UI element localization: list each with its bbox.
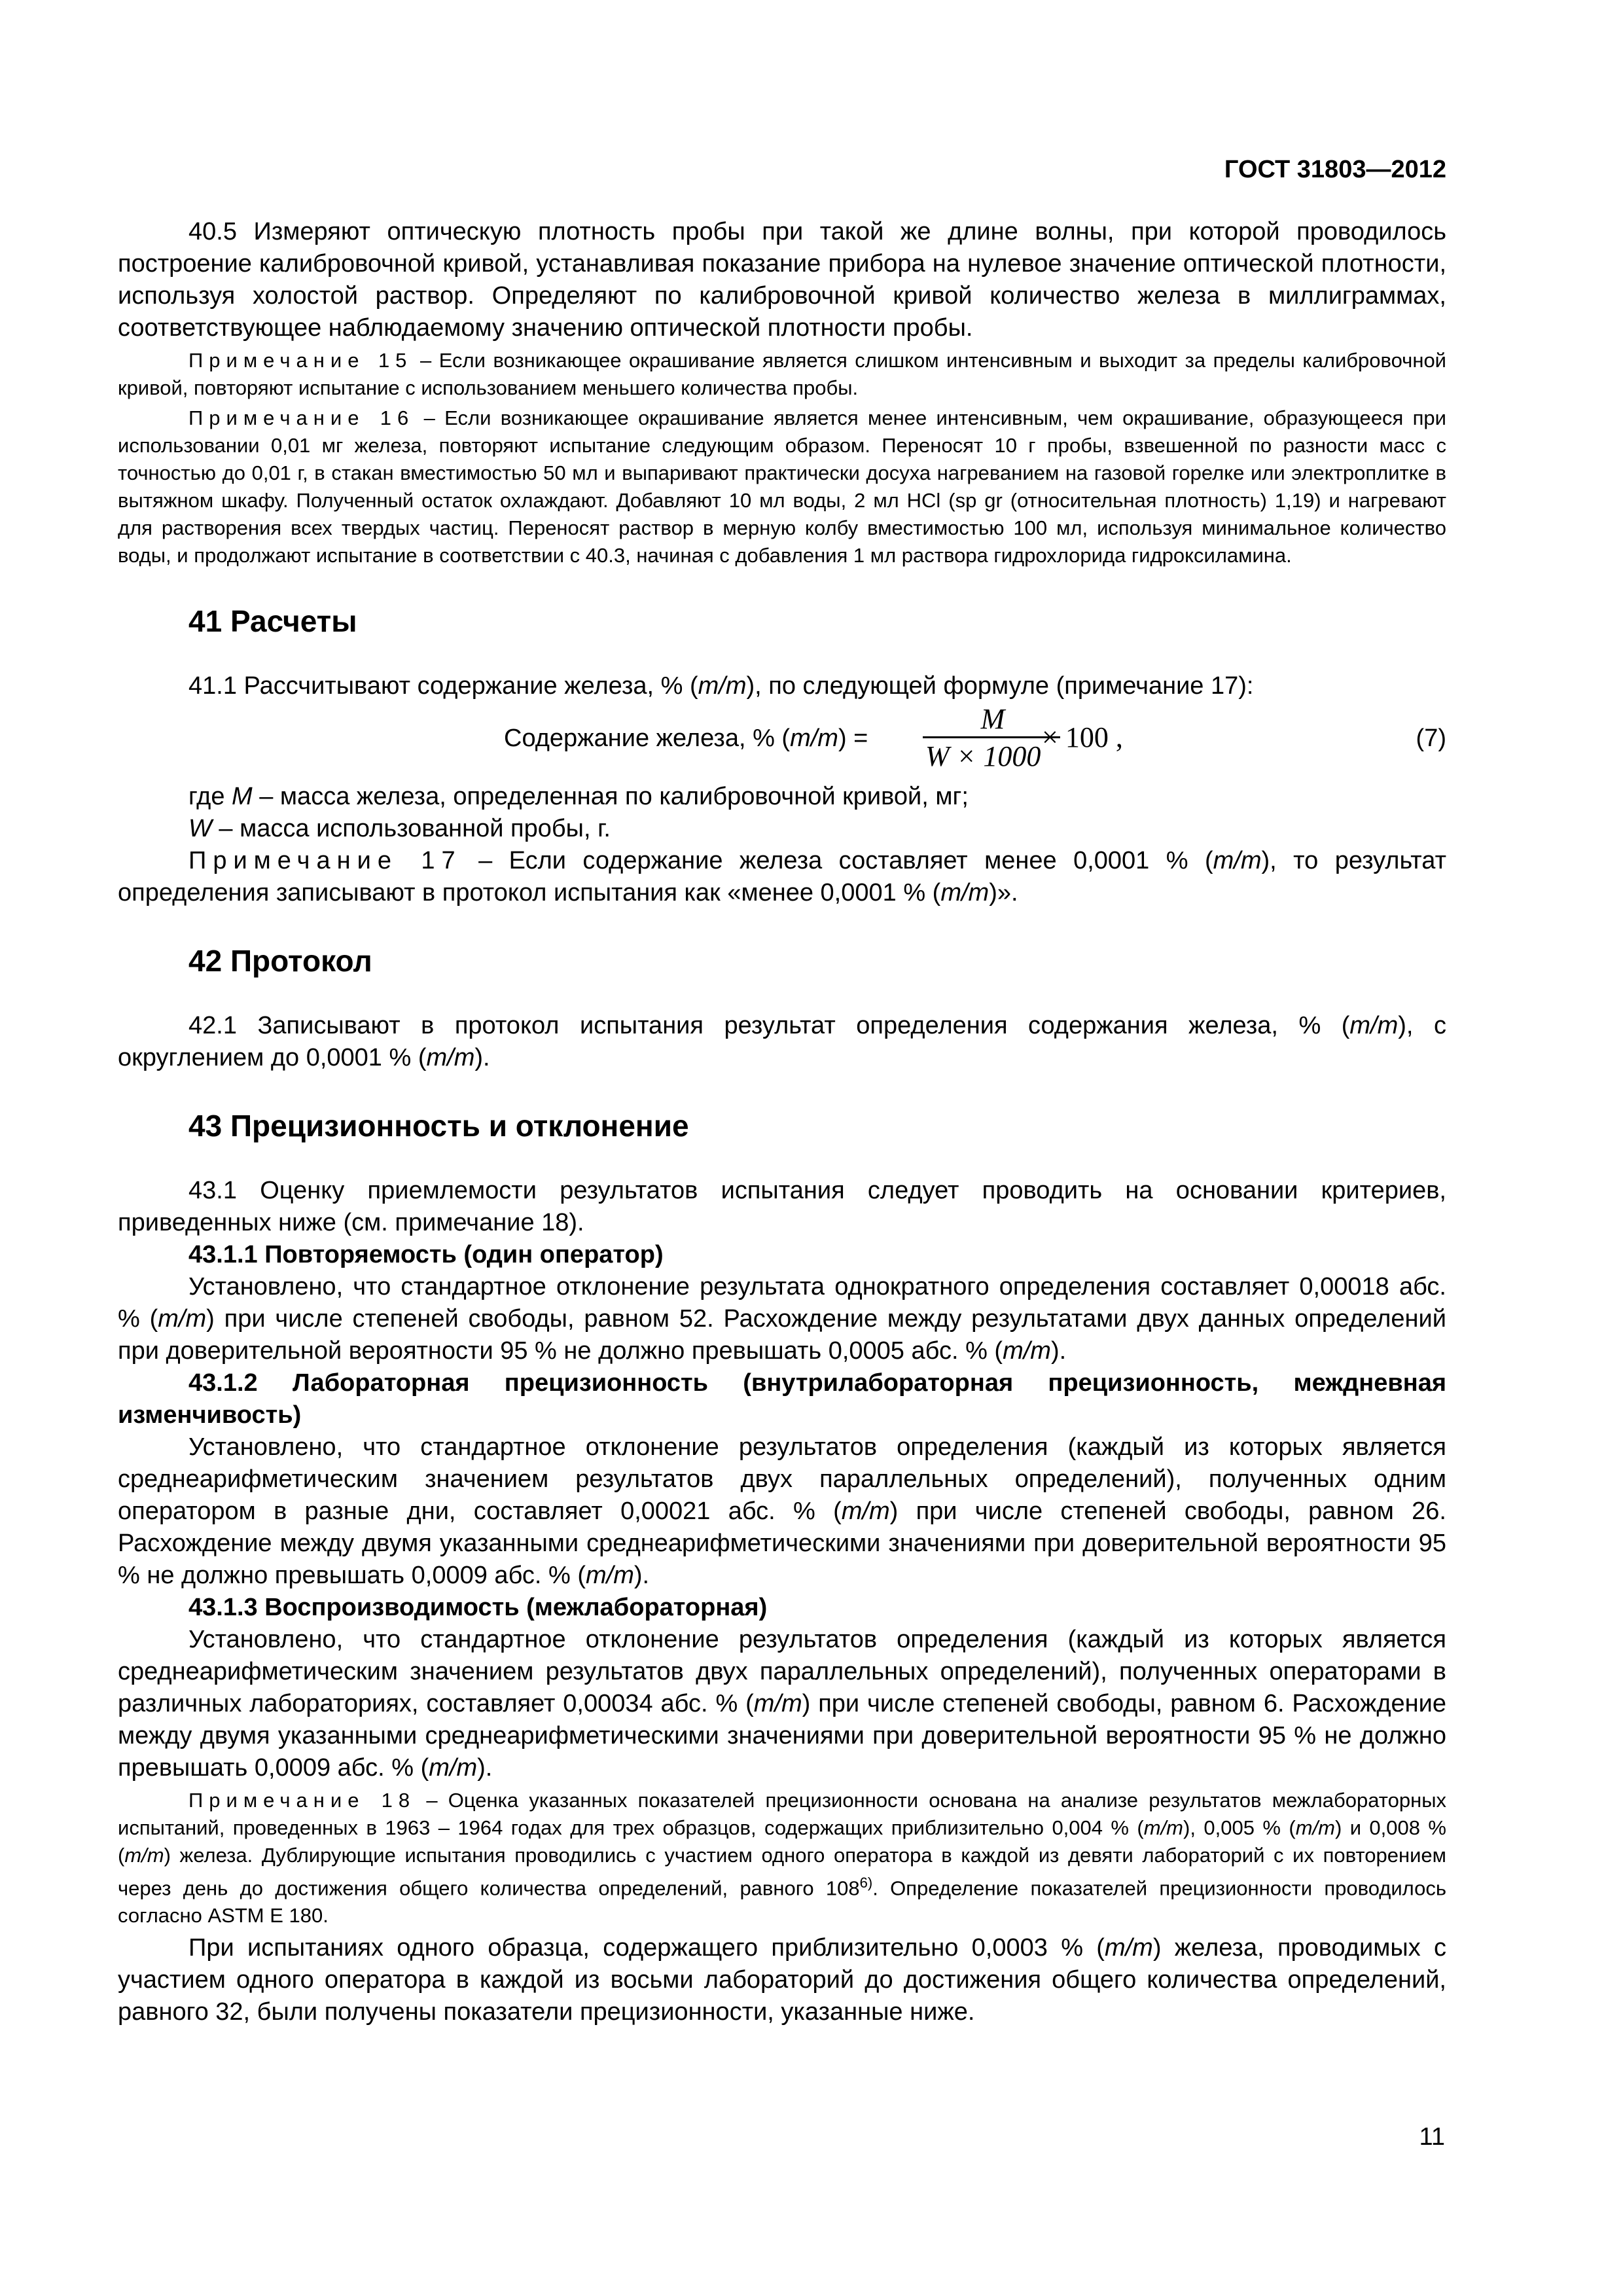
- note-text: – Если возникающее окрашивание является слишком интенсивным и выходит за пределы калибровочной кривой, повторяют испытание с использованием меньшего количества пробы.: [118, 349, 1447, 399]
- text: Установлено, что стандартное отклонение результатов определения (каждый из которых является среднеарифметическим значением результатов двух параллельных определений), полученных одним оператором в разные дни, составляет 0,00021 абс. % (: [118, 1433, 1446, 1525]
- note-label: Примечание 15: [188, 349, 413, 372]
- section-42-title: 42 Протокол: [188, 944, 372, 978]
- note-16: [118, 404, 1446, 569]
- text: )».: [989, 879, 1018, 906]
- text: ) при числе степеней свободы, равном 6. Расхождение между двумя указанными среднеарифметическими значениями при доверительной вероятности 95 % не должно превышать 0,0009 абс. % (: [118, 1690, 1446, 1782]
- text: ), с округлением до 0,0001 % (: [118, 1012, 1446, 1071]
- text: ).: [477, 1754, 493, 1782]
- unit-italic: m/m: [426, 1044, 475, 1071]
- unit-italic: m/m: [429, 1754, 478, 1782]
- document-header: ГОСТ 31803—2012: [1224, 156, 1446, 183]
- unit-italic: m/m: [124, 1844, 164, 1867]
- page-number: 11: [1419, 2123, 1445, 2151]
- note-17: [118, 845, 1446, 909]
- formula-multiplier: × 100 ,: [1042, 721, 1123, 753]
- symbol-italic: W: [188, 815, 212, 842]
- unit-italic: m/m: [1143, 1816, 1184, 1839]
- text: ) и 0,008 % (: [118, 1816, 1446, 1867]
- unit-italic: m/m: [1003, 1337, 1051, 1365]
- note-label: Примечание 17: [188, 847, 462, 874]
- text: ), то результат определения записывают в протокол испытания как «менее 0,0001 % (: [118, 847, 1446, 906]
- note-text: – Если возникающее окрашивание является менее интенсивным, чем окрашивание, образующееся при использовании 0,01 мг железа, повторяют испытание следующим образом. Переносят 10 г пробы, взвешенной по разности масс с точностью до 0,01 г, в стакан вместимостью 50 мл и выпаривают практически досуха нагреванием на газовой горелке или электроплитке в вытяжном шкафу. Полученный остаток охлаждают. Добавляют 10 мл воды, 2 мл HCl (sp gr (относительная плотность) 1,19) и нагревают для растворения всех твердых частиц. Переносят раствор в мерную колбу вместимостью 100 мл, используя минимальное количество воды, и продолжают испытание в соответствии с 40.3, начиная с добавления 1 мл раствора гидрохлорида гидроксиламина.: [118, 406, 1446, 567]
- paragraph-42-1: [118, 1010, 1446, 1074]
- text: – Оценка указанных показателей прецизионности основана на анализе результатов межлабораторных испытаний, проведенных в 1963 – 1964 годах для трех образцов, содержащих приблизительно 0,004 % (: [118, 1789, 1446, 1839]
- footnote-ref: 6): [859, 1874, 873, 1891]
- unit-italic: m/m: [790, 725, 838, 752]
- paragraph-40-5: 40.5 Измеряют оптическую плотность пробы при такой же длине волны, при которой проводилось построение калибровочной кривой, устанавливая показание прибора на нулевое значение оптической плотности, используя холостой раствор. Определяют по калибровочной кривой количество железа в миллиграммах, соответствующее наблюдаемому значению оптической плотности пробы.: [118, 218, 1446, 342]
- text: – масса железа, определенная по калибровочной кривой, мг;: [252, 783, 969, 810]
- text: ), по следующей формуле (примечание 17):: [746, 672, 1254, 700]
- heading-43-1-3: 43.1.3 Воспроизводимость (межлабораторная): [188, 1594, 768, 1621]
- text: Установлено, что стандартное отклонение результата однократного определения составляет 0,00018 абс. % (: [118, 1273, 1446, 1333]
- unit-italic: m/m: [698, 672, 747, 700]
- text: – Если содержание железа составляет менее 0,0001 % (: [461, 847, 1213, 874]
- text: Содержание железа, % (: [504, 725, 791, 752]
- text: При испытаниях одного образца, содержащего приблизительно 0,0003 % (: [188, 1934, 1105, 1962]
- text: ) железа, проводимых с участием одного оператора в каждой из восьми лабораторий до достижения общего количества определений, равного 32, были получены показатели прецизионности, указанные ниже.: [118, 1934, 1446, 2026]
- denominator-text: W × 1000: [925, 740, 1041, 772]
- unit-italic: m/m: [940, 879, 990, 906]
- text: – масса использованной пробы, г.: [211, 815, 611, 842]
- unit-italic: m/m: [586, 1562, 634, 1589]
- paragraph-43-1-2: [118, 1431, 1446, 1592]
- note-18: [118, 1787, 1446, 1929]
- paragraph-final: [118, 1932, 1446, 2028]
- paragraph-43-1-1: [118, 1271, 1446, 1367]
- where-w: [118, 813, 1446, 845]
- text: ).: [633, 1562, 650, 1589]
- text: 42.1 Записывают в протокол испытания результат определения содержания железа, % (: [188, 1012, 1350, 1039]
- unit-italic: m/m: [753, 1690, 802, 1717]
- unit-italic: m/m: [841, 1498, 890, 1525]
- note-label: Примечание 18: [188, 1789, 416, 1812]
- unit-italic: m/m: [1295, 1816, 1335, 1839]
- symbol-italic: M: [232, 783, 253, 810]
- unit-italic: m/m: [1213, 847, 1262, 874]
- text: ), 0,005 % (: [1183, 1816, 1296, 1839]
- section-43-title: 43 Прецизионность и отклонение: [188, 1109, 689, 1143]
- page-content: [118, 157, 1446, 2028]
- note-15: [118, 347, 1446, 402]
- text: Установлено, что стандартное отклонение результатов определения (каждый из которых является среднеарифметическим значением результатов двух параллельных определений), полученных операторами в различных лабораториях, составляет 0,00034 абс. % (: [118, 1626, 1446, 1717]
- unit-italic: m/m: [1104, 1934, 1153, 1962]
- note-label: Примечание 16: [188, 406, 415, 429]
- heading-43-1-2: 43.1.2 Лабораторная прецизионность (внутрилабораторная прецизионность, междневная изменчивость): [118, 1369, 1446, 1429]
- text: ) при числе степеней свободы, равном 26. Расхождение между двумя указанными среднеарифметическими значениями при доверительной вероятности 95 % не должно превышать 0,0009 абс. % (: [118, 1498, 1446, 1589]
- section-41-title: 41 Расчеты: [188, 604, 357, 638]
- unit-italic: m/m: [158, 1305, 207, 1333]
- heading-43-1-1: 43.1.1 Повторяемость (один оператор): [188, 1241, 664, 1268]
- where-m: [118, 781, 1446, 813]
- formula-7: [118, 702, 1446, 781]
- text: . Определение показателей прецизионности проводилось согласно ASTM E 180.: [118, 1876, 1446, 1928]
- unit-italic: m/m: [1349, 1012, 1399, 1039]
- text: 41.1 Рассчитывают содержание железа, % (: [188, 672, 698, 700]
- text: где: [188, 783, 232, 810]
- fraction-numerator: M: [980, 703, 1005, 735]
- text: ) при числе степеней свободы, равном 52. Расхождение между результатами двух данных определений при доверительной вероятности 95 % не должно превышать 0,0005 абс. % (: [118, 1305, 1447, 1365]
- text: ).: [474, 1044, 490, 1071]
- paragraph-41-1: [118, 670, 1446, 702]
- text: ).: [1050, 1337, 1067, 1365]
- text: ) =: [838, 725, 868, 752]
- formula-lhs: [504, 725, 868, 753]
- equation-number: (7): [1416, 725, 1446, 752]
- paragraph-43-1: 43.1 Оценку приемлемости результатов испытания следует проводить на основании критериев, приведенных ниже (см. примечание 18).: [118, 1177, 1446, 1236]
- paragraph-43-1-3: [118, 1624, 1446, 1784]
- text: ) железа. Дублирующие испытания проводились с участием одного оператора в каждой из девяти лабораторий с их повторением через день до достижения общего количества определений, равного 108: [118, 1844, 1446, 1900]
